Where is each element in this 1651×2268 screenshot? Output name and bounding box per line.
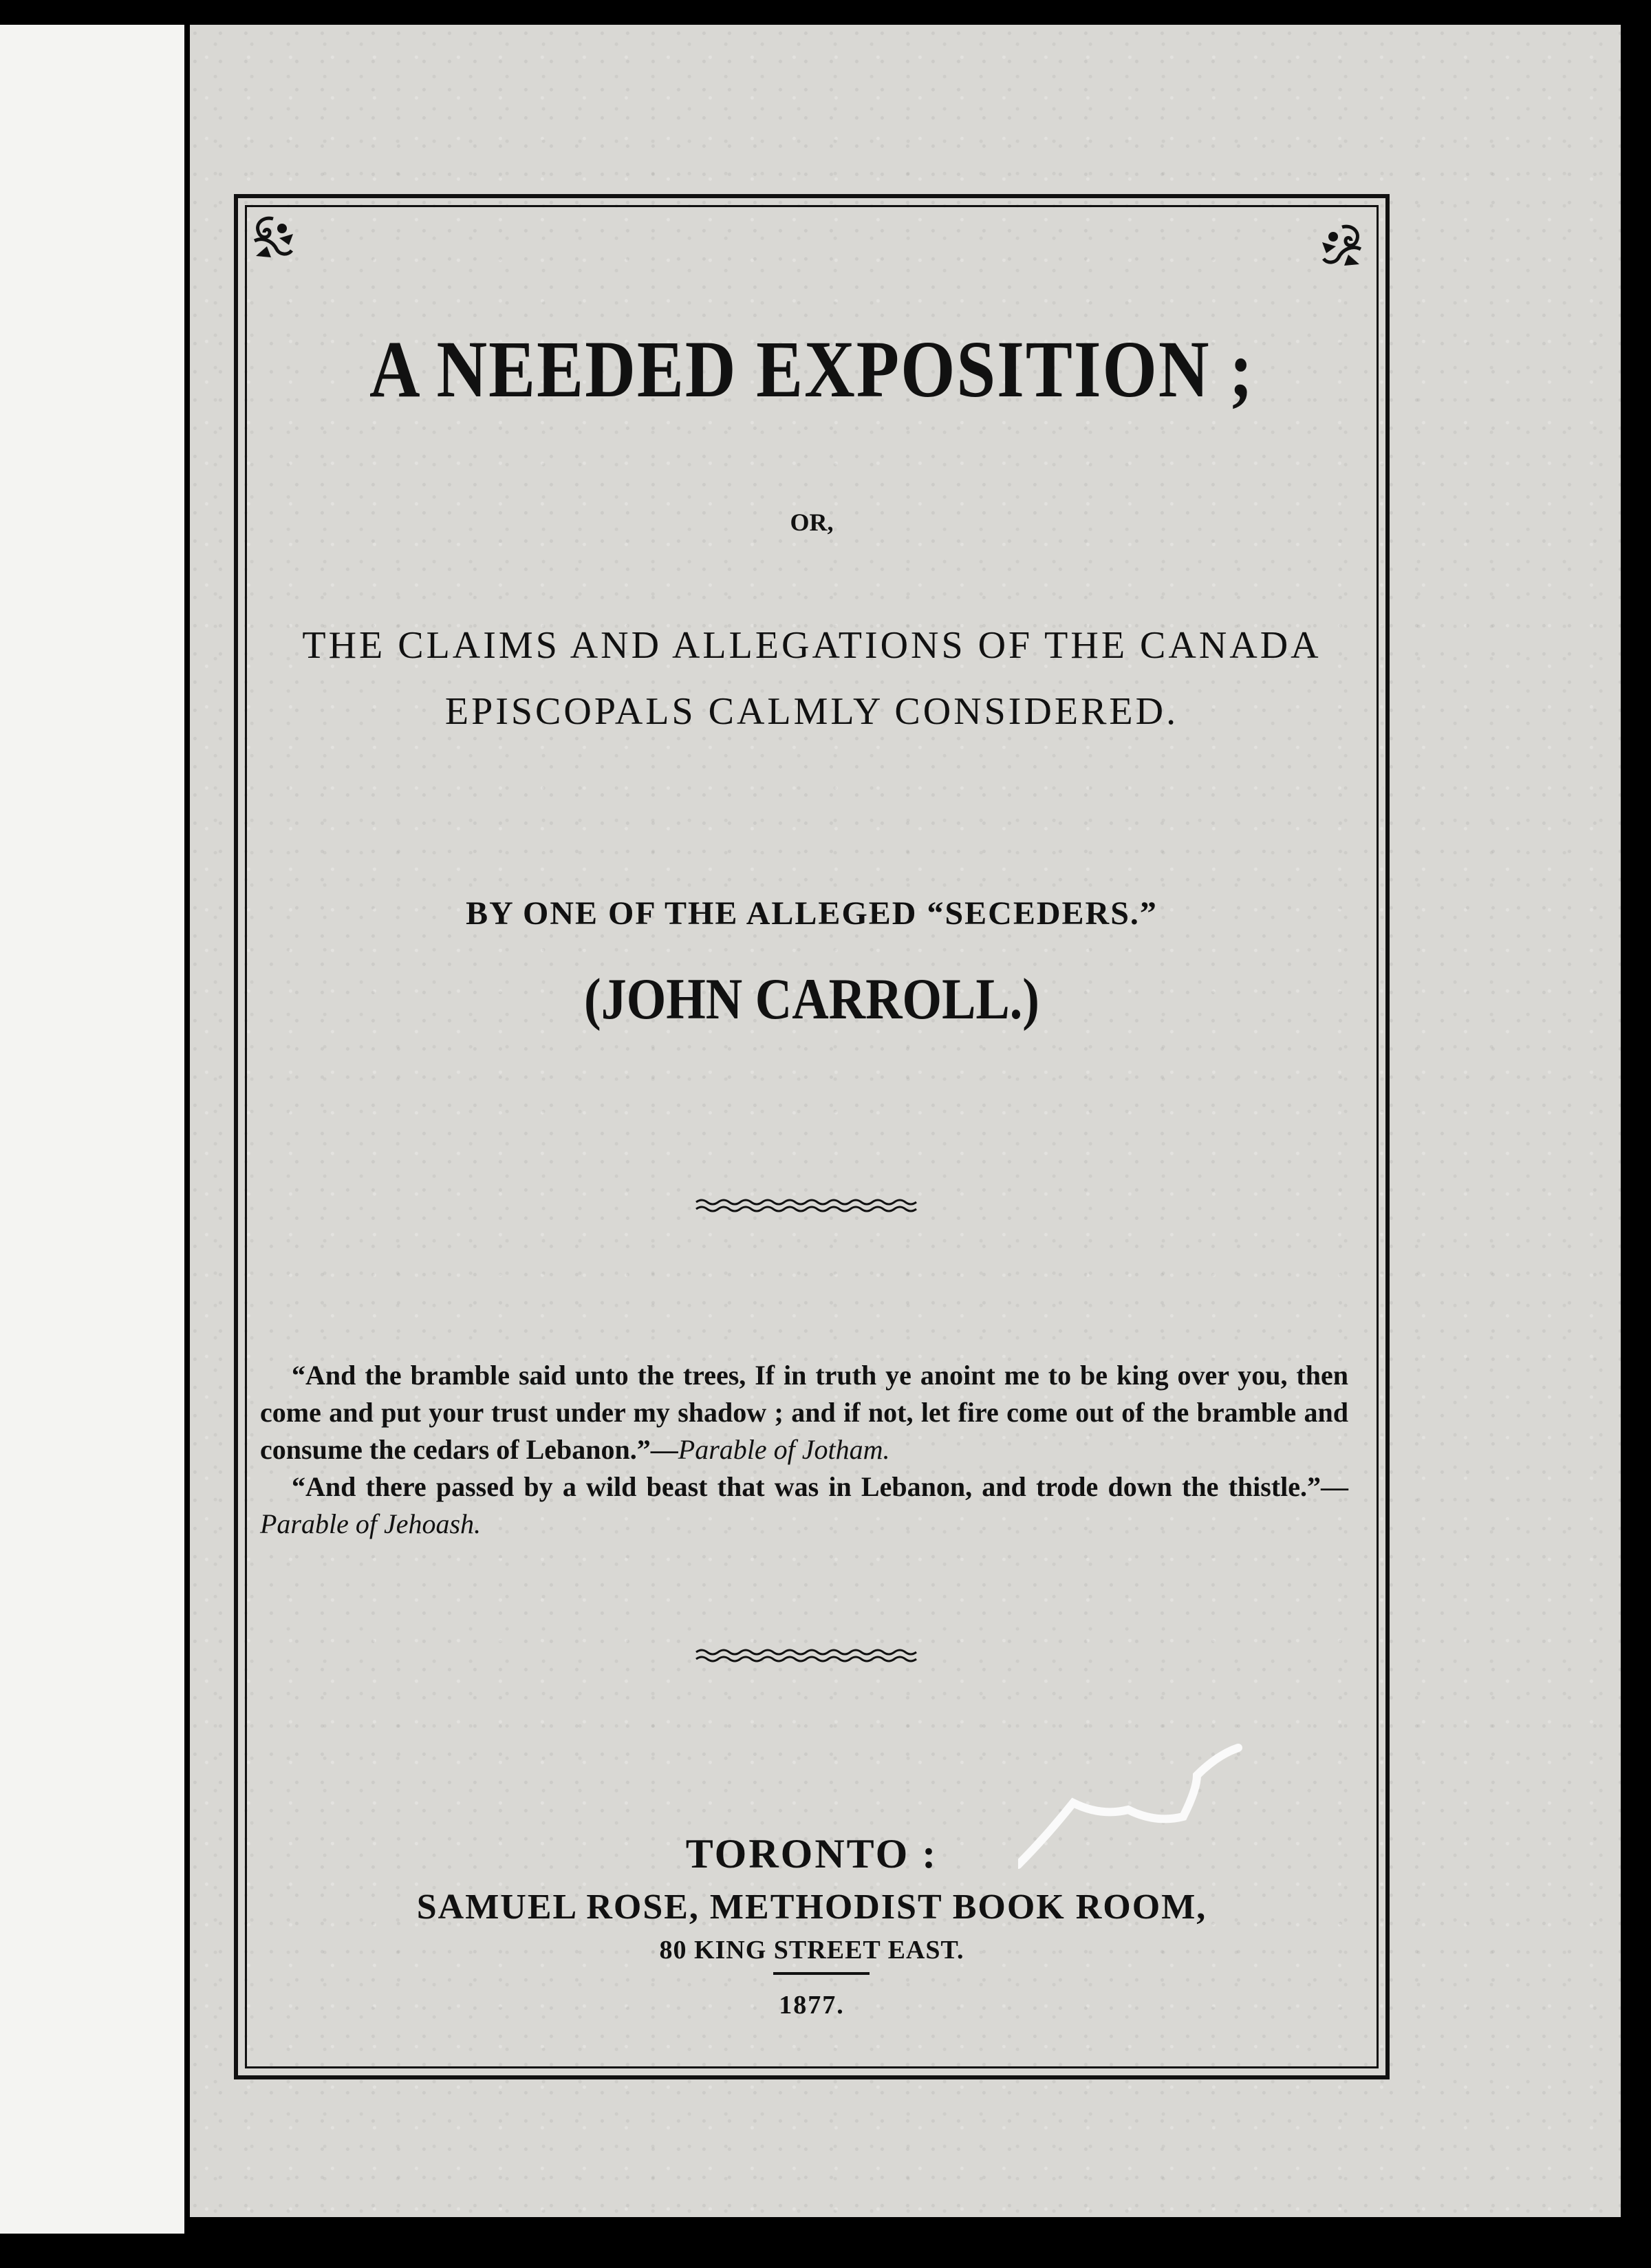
- imprint-city: TORONTO :: [685, 1831, 938, 1876]
- byline: BY ONE OF THE ALLEGED “SECEDERS.”: [466, 895, 1158, 932]
- imprint-address: 80 KING STREET EAST.: [659, 1936, 964, 1965]
- book-subtitle: [248, 612, 1376, 745]
- epigraph-text: “And there passed by a wild beast that was in Lebanon, and trode down the thistle.”—: [292, 1471, 1348, 1502]
- epigraph-jehoash: [260, 1468, 1348, 1543]
- adjacent-blank-page: [0, 25, 184, 2234]
- subtitle-line-1: THE CLAIMS AND ALLEGATIONS OF THE CANADA: [302, 624, 1321, 667]
- epigraph-source: Parable of Jehoash.: [260, 1508, 482, 1539]
- imprint-publisher: SAMUEL ROSE, METHODIST BOOK ROOM,: [416, 1887, 1207, 1927]
- fleuron-left-icon: [249, 213, 297, 261]
- fleuron-right-icon: [1318, 222, 1366, 270]
- epigraphs: [260, 1357, 1348, 1543]
- epigraph-source: Parable of Jotham.: [678, 1434, 890, 1465]
- subtitle-line-2: EPISCOPALS CALMLY CONSIDERED.: [444, 690, 1179, 733]
- epigraph-text: “And the bramble said unto the trees, If in truth ye anoint me to be king over you, then come and put your trust under my shadow ; and if not, let fire come out of the bramble and consume the cedars of Lebanon.”—: [260, 1360, 1348, 1465]
- epigraph-jotham: [260, 1357, 1348, 1468]
- book-title: A NEEDED EXPOSITION ;: [369, 325, 1255, 415]
- imprint-rule: [773, 1972, 870, 1975]
- imprint-year: 1877.: [779, 1991, 845, 2020]
- wavy-rule-icon: [695, 1196, 922, 1215]
- wavy-rule-icon: [695, 1646, 922, 1665]
- title-connector: OR,: [790, 509, 834, 536]
- author-name: (JOHN CARROLL.): [584, 967, 1039, 1032]
